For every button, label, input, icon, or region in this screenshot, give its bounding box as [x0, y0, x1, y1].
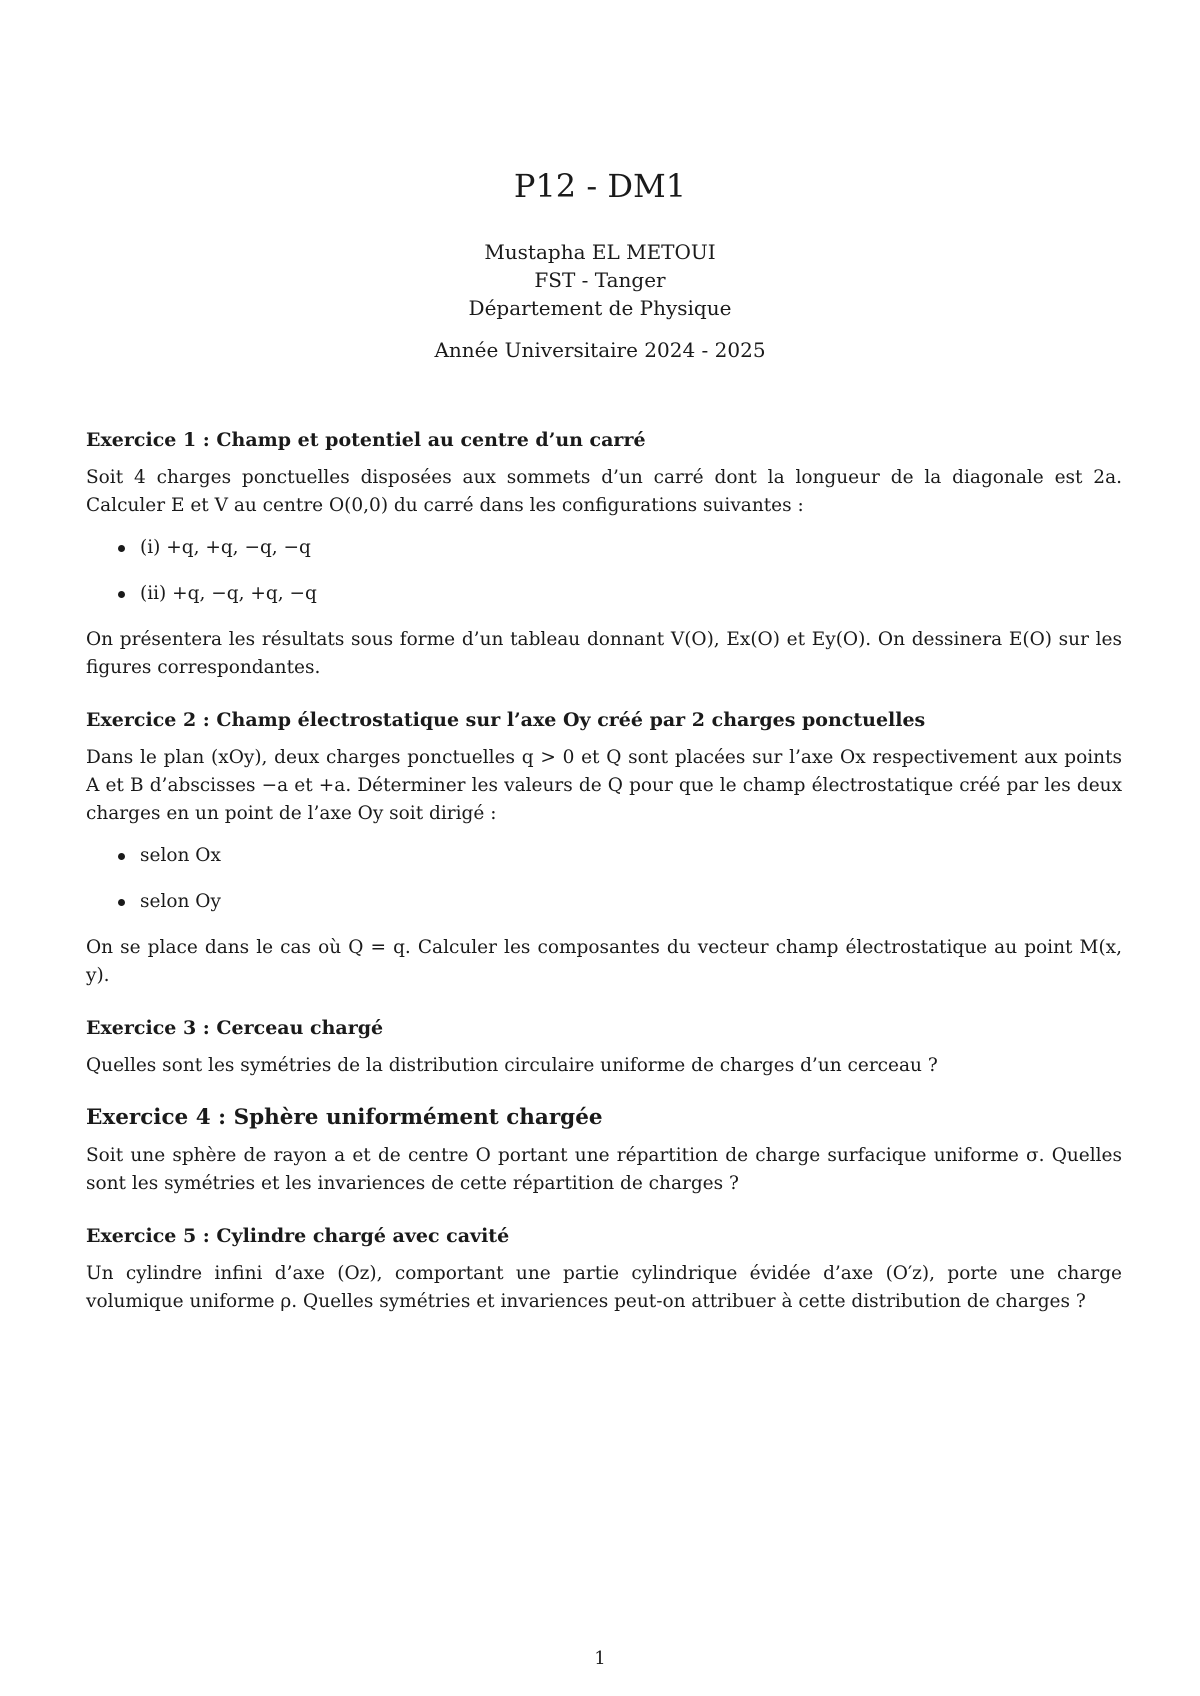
exercises-content [86, 426, 1122, 1340]
bullet-icon [118, 853, 125, 860]
exercise-heading: Exercice 2 : Champ électrostatique sur l’axe Oy créé par 2 charges ponctuelles [86, 709, 926, 731]
list-item-text: selon Oy [140, 891, 221, 912]
exercise-heading: Exercice 1 : Champ et potentiel au centre d’un carré [86, 429, 646, 451]
institution-name: FST - Tanger [534, 268, 666, 292]
exercise-5 [86, 1222, 1122, 1316]
bullet-icon [118, 899, 125, 906]
author-name: Mustapha EL METOUI [484, 240, 716, 264]
exercise-heading: Exercice 5 : Cylindre chargé avec cavité [86, 1225, 510, 1247]
list-item [86, 580, 1122, 608]
exercise-heading: Exercice 4 : Sphère uniformément chargée [86, 1105, 603, 1130]
page-number: 1 [594, 1648, 606, 1669]
exercise-intro: Un cylindre infini d’axe (Oz), comportant une partie cylindrique évidée d’axe (O′z), porte une charge volumique uniforme ρ. Quelles symétries et invariences peut-on attribuer à cette distribution de charges ? [86, 1263, 1122, 1312]
list-item [86, 842, 1122, 870]
department-name: Département de Physique [468, 296, 732, 320]
list-item [86, 888, 1122, 916]
author-block [0, 238, 1200, 322]
exercise-intro: Dans le plan (xOy), deux charges ponctuelles q > 0 et Q sont placées sur l’axe Ox respectivement aux points A et B d’abscisses −a et +a. Déterminer les valeurs de Q pour que le champ électrostatique créé par les deux charges en un point de l’axe Oy soit dirigé : [86, 747, 1122, 824]
exercise-4 [86, 1104, 1122, 1198]
bullet-icon [118, 591, 125, 598]
document-header [0, 166, 1200, 364]
exercise-1 [86, 426, 1122, 682]
exercise-3 [86, 1014, 1122, 1080]
exercise-intro: Soit une sphère de rayon a et de centre O portant une répartition de charge surfacique uniforme σ. Quelles sont les symétries et les invariences de cette répartition de charges ? [86, 1145, 1122, 1194]
exercise-outro: On présentera les résultats sous forme d’un tableau donnant V(O), Ex(O) et Ey(O). On dessinera E(O) sur les figures correspondantes. [86, 629, 1122, 678]
exercise-heading: Exercice 3 : Cerceau chargé [86, 1017, 384, 1039]
list-item-text: (i) +q, +q, −q, −q [140, 537, 311, 558]
academic-year: Année Universitaire 2024 - 2025 [434, 338, 766, 362]
list-item-text: selon Ox [140, 845, 221, 866]
exercise-intro: Soit 4 charges ponctuelles disposées aux sommets d’un carré dont la longueur de la diagonale est 2a. Calculer E et V au centre O(0,0) du carré dans les configurations suivantes : [86, 467, 1122, 516]
bullet-icon [118, 545, 125, 552]
exercise-intro: Quelles sont les symétries de la distribution circulaire uniforme de charges d’un cerceau ? [86, 1055, 938, 1076]
bullet-list [86, 842, 1122, 916]
list-item [86, 534, 1122, 562]
bullet-list [86, 534, 1122, 608]
document-title: P12 - DM1 [513, 167, 687, 205]
exercise-2 [86, 706, 1122, 990]
list-item-text: (ii) +q, −q, +q, −q [140, 583, 317, 604]
exercise-outro: On se place dans le cas où Q = q. Calculer les composantes du vecteur champ électrostatique au point M(x, y). [86, 937, 1122, 986]
